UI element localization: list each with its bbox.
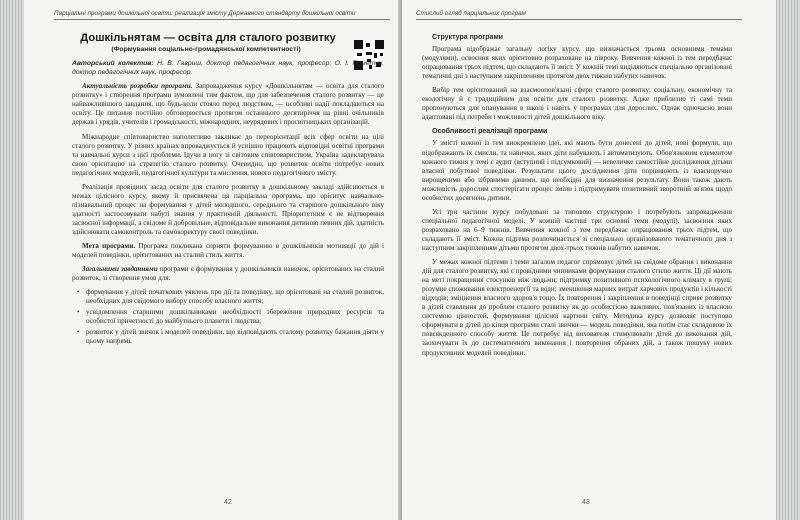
relevance-label: Актуальність розробки програми.	[82, 82, 193, 91]
structure-paragraph-1: Програма відображає загальну логіку курсу, що визначається трьома основними темами (модулями), освоєння яких орієнтовно розраховане на півроку. Вивчення кожної із тем передбачає опрацювання трьох підтем, що складають її зміст. У кожній темі виділяються спеціально організовані тематичні дні з наступним закріпленням протягом двох тижнів набутих навичок.	[422, 45, 732, 81]
tasks-paragraph	[72, 265, 384, 283]
list-item: • формування у дітей початкових уявлень про дії та поведінку, що орієнтовані на сталий розвиток, необхідних для свідомого вибору способу власного життя;	[86, 288, 384, 306]
paragraph-2: Міжнародне співтовариство наполегливо закликає до переорієнтації всіх сфер освіти на цілі сталого розвитку. У різних країнах впроваджується й успішно працюють відповідні освітні програми та навчальні курси з цієї проблеми. Ідучи в ногу зі світовим співтовариством, Україна задекларувала свою орієнтацію на стратегію сталого розвитку. Очевидно, що розвиток освіти потребує нових педагогічних моделей, педагогічної культури та мислення, нового педагогічного змісту.	[72, 132, 384, 177]
authors	[72, 60, 384, 77]
right-page	[402, 0, 776, 520]
program-title: Дошкільнятам — освіта для сталого розвитку	[80, 32, 336, 44]
tasks-text: програми є формування у дошкільників навичок, орієнтованих на сталий розвиток, зі створення умов для:	[72, 265, 384, 283]
relevance-text: Запровадження курсу «Дошкільнятам — освіта для сталого розвитку» і створення програми зумовлені тим фактом, що для забезпечення сталого розвитку — це найважливішого завдання, що будь-коли стояло перед людством, — особливі надії покладаються на освіту. Це питання постійно обговорюється протягом останнього десятиріччя на рівні очільників держав і урядів, учителів і громадськості, міжнародних, неурядових і просвітницьких організацій.	[72, 82, 384, 127]
relevance-paragraph	[72, 82, 384, 127]
tasks-list	[72, 288, 384, 346]
running-header: Парціальні програми дошкільної освіти: реалізація змісту Державного стандарту дошкільної освіти	[54, 10, 390, 20]
running-header: Стислий огляд парціальних програм	[416, 10, 742, 20]
list-item: • розвиток у дітей звичок і моделей поведінки, що відповідають сталому розвитку бажання діяти у цьому напрямі.	[86, 328, 384, 346]
goal-label: Мета програми.	[82, 242, 136, 251]
goal-text: Програма покликана сприяти формуванню в дошкільників мотивації до дій і моделей поведінки, орієнтованих на сталий стиль життя.	[72, 242, 384, 260]
program-subtitle: (Формування соціально-громадянської компетентності)	[111, 46, 301, 54]
paragraph-3: Реалізація провідних засад освіти для сталого розвитку в дошкільному закладі здійснюється в межах цілісного курсу, якому й присвячена ця парціальна програма, що орієнтує навчально-пізнавальний процес на формування у дітей молодшого, середнього та старшого дошкільного віку здатності застосовувати набуті знання у практичній діяльності. Пріоритетним є не відтворення засвоєної інформації, а свідоме й добровільне, відповідальне виконання дитиною певних дій, здатність здійснювати самоконтроль та самокоректуру своєї поведінки.	[72, 182, 384, 236]
left-text-column	[72, 34, 384, 351]
page-number: 42	[224, 499, 232, 506]
right-text-column	[422, 30, 732, 363]
page-edge-right	[776, 0, 800, 520]
features-paragraph-3: У межах кожної підтеми і теми загалом педагог спрямовує дітей на свідоме обрання і виконання дій для сталого розвитку, які є провідними чинниками формування сталого стилю життя. Ці дії мають на меті покращення стосунків між людьми; підтримку позитивного психологічного клімату в групі; розумне споживання електроенергії та води; зменшення марних витрат харчових продуктів і кількості відходів; зміцнення власного здоров'я тощо. Їх повторення і закріплення в поведінці сприяє розвитку в дітей ставлення до проблем сталого розвитку як до особистісно важливих, пов'язаних із власною системою цінностей, формування цілісної картини світу. Методика курсу дозволяє поступово сформувати в дітей до кінця програми сталі звички — модель поведінки, яка потім стає складовою їх повсякденного способу життя. Це потребує від вихователя стимулювати дітей до виконання дій, заохочувати їх до систематичного виконання і повторення обраних дій, а також пошуку нових продуктивних моделей поведінки.	[422, 258, 732, 357]
features-paragraph-2: Усі три частини курсу побудовані за типовою структурою і потребують запровадження спеціальної педагогічної моделі. У кожній частині три основні теми (модулі), засвоєння яких розраховано на 6–9 тижнів. Вивчення кожної з тем передбачає опрацювання трьох підтем, що складають її зміст. Кожна підтема розпочинається зі спеціально організованого тематичного дня з наступним закріпленням дітьми протягом двох-трьох тижнів набутих навичок.	[422, 207, 732, 252]
left-page	[24, 0, 400, 520]
tasks-label: Загальними завданнями	[82, 265, 158, 274]
page-number: 43	[582, 499, 590, 506]
goal-paragraph	[72, 242, 384, 260]
structure-paragraph-2: Вибір тем орієнтований на взаємоопов'язані сфери сталого розвитку: соціальну, економічну та екологічну й є традиційним для освіти для сталого розвитку. Адже приблизно ті самі теми пропонуються для опанування в школі і навіть у програмах для дорослих. Однак одночасно вони адаптовані під потреби і можливості дітей дошкільного віку.	[422, 86, 732, 122]
page-edge-left	[0, 0, 24, 520]
authors-label: Авторський колектив:	[72, 60, 154, 68]
features-paragraph-1: У змісті кожної із тем виокремлено ідеї, які мають бути донесені до дітей, нові формули, що відображають їх смисли, та навички, яких діти набувають і автоматизують. Обов'язковим елементом кожного тижня у темі є аудит (вступний і підсумковий) — невеличке самостійне дослідження дітьми власної побутової поведінки. Результати цього дослідження діти порівнюють із власноручно вирощеними або зібраними даними, що необхідні для визначення результату. Вони також дають можливість дорослим спостерігати процес зміни і підтримувати позитивний зворотний зв'язок щодо особистих досягнень дитини.	[422, 139, 732, 202]
features-heading: Особливості реалізації програми	[432, 128, 548, 136]
structure-heading: Структура програми	[432, 34, 503, 41]
authors-text: Н. В. Гавриш, доктор педагогічних наук, професор; О. І. Пометун, доктор педагогічних наук, професор.	[72, 60, 384, 76]
list-item: • усвідомлення старшими дошкільниками необхідності збереження природних ресурсів та особистої причетності до майбутнього планети і людства;	[86, 308, 384, 326]
